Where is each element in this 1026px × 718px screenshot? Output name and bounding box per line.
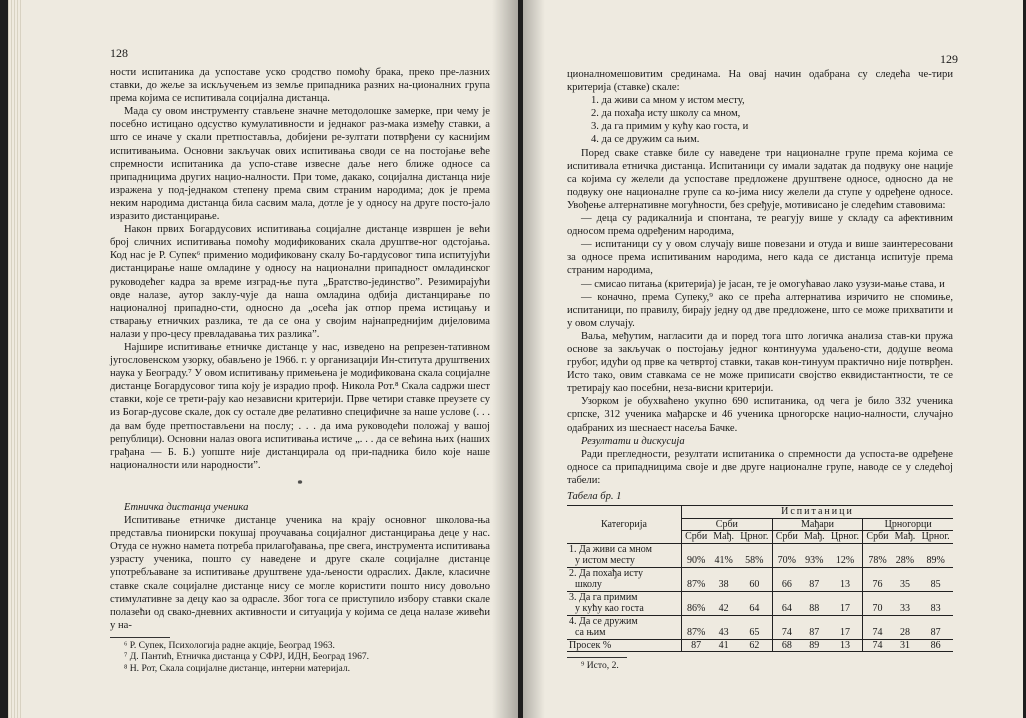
- table-cell: 87%: [682, 567, 711, 591]
- criteria-list: [567, 94, 953, 146]
- table-cell: 17: [839, 603, 850, 615]
- dash-item: — коначно, према Супеку,⁹ ако се прећа алтернатива изричито не спомиње, испитаници, по правилу, бирају једну од две предложене, што се може прихватити и у овом случају.: [567, 291, 953, 329]
- table-subheader: Црног.: [921, 531, 950, 543]
- table-row: [567, 615, 953, 627]
- table-cell: 64: [772, 591, 801, 615]
- table-cell: 87: [682, 639, 711, 652]
- table-subheader: Црног.: [830, 531, 860, 543]
- table-caption: Табела бр. 1: [567, 491, 622, 502]
- list-item: 1. да живи са мном у истом месту,: [591, 95, 745, 107]
- table-cell: 87: [930, 627, 941, 639]
- table-subheader: Црног.: [740, 531, 769, 543]
- paragraph: Испитивање етничке дистанце ученика на крају основног школова-ња представља пионирски покушај проучавања социјалног дистанцирања деце у нас. Отуда се нужно намета потреба прилагођавања, пре свега, инструмента испитивања узрасту ученика, пошто су наведене и друге скале социјалне дистанце употребљаване за испитивање друштвене уда-љености одраслих. Дакле, класичне ставке скале социјалне дистанце нису се могле користити пошто нису довољно стимулативне за децу као за одрасле. Због тога се приступило избору ставки скале полазећи од свако-дневних активности и ситуација у којима се деца налазе живећи у на-: [110, 515, 490, 631]
- table-cell: 78%: [863, 543, 892, 567]
- table-cell: 70: [863, 591, 892, 615]
- paragraph: Мада су овом инструменту стављене значне методолошке замерке, при чему је посебно истицано одсуство кумулативности и једнаког раз-мака између ставки, а што се иначе у скали претпоставља, добијени ре-зултати потврђени су каснијим испитивањима. Основни закључак ових испитивања своди се на постојање веће спремности испитаника да успо-ставе извесне даље него ближе односе са припадницима других нацио-налности. При томе, дакако, социјална дистанца није изражена у под-једнаком степену према свим страним народима; док је према неким народима дистанца била сасвим мала, дотле је у односу на друге посто-јало изразито дистанцирање.: [110, 106, 490, 223]
- right-page: [523, 0, 1023, 718]
- right-body: [567, 68, 953, 672]
- table-subheader: Мађ.: [803, 531, 825, 543]
- table-cell: 85: [930, 579, 941, 591]
- table-cell: 33: [899, 603, 910, 615]
- footnote-rule: [110, 637, 170, 638]
- table-subheader: Срби: [863, 531, 892, 544]
- table-row: [567, 567, 953, 579]
- list-item: 4. да се дружим са њим.: [591, 134, 700, 146]
- table-cell: 13: [839, 579, 850, 591]
- table-cell: 65: [749, 627, 760, 639]
- table-row-label: 2. Да похађа исту: [569, 567, 643, 579]
- table-cell: 66: [772, 567, 801, 591]
- table-cell: 89%: [926, 555, 945, 567]
- table-header-category: Категорија: [601, 518, 647, 530]
- table-cell: 41%: [714, 555, 733, 567]
- dash-item: — испитаници су у овом случају више повезани и отуда и више заинтересовани за односе према испитиваним народима, него када се дистанца испитује према страним народима,: [567, 239, 953, 277]
- paragraph: ционалномешовитим срединама. На овај начин одабрана су следећа че-тири критерија (ставке) скале:: [567, 69, 953, 94]
- section-heading: Етничка дистанца ученика: [124, 502, 249, 513]
- table-cell: 83: [930, 603, 941, 615]
- table-subheader: Срби: [682, 531, 711, 544]
- page-edges: [8, 0, 22, 718]
- table-cell: 87: [809, 627, 820, 639]
- table-cell: 89: [809, 639, 820, 651]
- table-cell: 68: [772, 639, 801, 652]
- table-group-header: Срби: [682, 518, 773, 531]
- table-header-main: Испитаници: [682, 506, 954, 519]
- paragraph: Поред сваке ставке биле су наведене три националне групе према којима се испитивала етничка дистанца. Испитаници су имали задатак да подвуку оне нације са којима су желели да успоставе предложене друштвене односе, односно да не подвуку оне националне групе са ко-јима нису желели да ступе у одређене односе. Увођење алтернативне могућности, без сређује, мотивисано је следећим ставовима:: [567, 147, 953, 211]
- section-heading: Резултати и дискусија: [581, 435, 685, 447]
- table-cell: 87%: [682, 615, 711, 639]
- table-row-label: Просек %: [569, 639, 612, 651]
- footnote-rule: [567, 657, 627, 658]
- table-cell: 13: [839, 639, 850, 651]
- table-cell: 64: [749, 603, 760, 615]
- table-cell: 43: [718, 627, 729, 639]
- table-subheader: Срби: [772, 531, 801, 544]
- table-row-label: школу: [575, 579, 602, 591]
- table-group-header: Црногорци: [863, 518, 953, 531]
- table-cell: 88: [809, 603, 820, 615]
- footnote: ⁸ Н. Рот, Скала социјалне дистанце, интерни материјал.: [124, 662, 351, 674]
- left-body: [110, 66, 490, 674]
- table-cell: 42: [718, 603, 729, 615]
- table-cell: 58%: [745, 555, 764, 567]
- table-cell: 74: [863, 639, 892, 652]
- table-cell: 41: [718, 639, 729, 651]
- table-row-label: са њим: [575, 627, 606, 639]
- table-row: [567, 543, 953, 555]
- table-cell: 28%: [895, 555, 915, 567]
- gutter-shadow: [523, 0, 545, 718]
- paragraph: Узорком је обухваћено укупно 690 испитаника, од чега је било 332 ученика српске, 312 ученика мађарске и 46 ученика црногорске нацио-налности, случајно одабраних из шеснаест насеља Бачке.: [567, 396, 953, 434]
- table-cell: 74: [772, 615, 801, 639]
- table-row: [567, 591, 953, 603]
- table-row-label: 1. Да живи са мном: [569, 543, 652, 555]
- table-cell: 90%: [682, 543, 711, 567]
- results-table: [567, 505, 953, 652]
- table-body: [567, 543, 953, 639]
- table-cell: 38: [718, 579, 729, 591]
- table-row-label: у кућу као госта: [575, 603, 644, 615]
- table-cell: 12%: [835, 555, 855, 567]
- page-number-right: 129: [940, 52, 958, 66]
- paragraph: Ваља, међутим, нагласити да и поред тога што логичка анализа став-ки пружа основе за закључак о постојању једног континуума удаљено-сти, додуше веома грубог, идући од прве ка четвртој ставки, такав кон-тинуум практично није потврђен. Исто тако, овим ставкама се не може приписати својство еквидистантности, те се третирају као посебни, неза-висни критерији.: [567, 330, 953, 395]
- paragraph: Најшире испитивање етничке дистанце у нас, изведено на репрезен-тативном југословенском узорку, обављено је 1966. г. у организацији Ин-ститута друштвених наука у Београду.⁷ У овом испитивању примењена је модификована скала социјалне дистанце Богардусовог типа коју је израдио проф. Никола Рот.⁸ Скала садржи шест ставки, које се трети-рају као независни критерији. Прве четири ставке преузете су из Богар-дусове скале, док су остале две релативно специфичне за наше услове (. . . да вам буде претпостављени на послу; . . . да има руководећи положај у вашој републици). Основни налаз овога испитивања истиче „. . . да се већина њих (наших грађана — Б. Б.) уопште није дистанцирала од при-падника било које наше националности или народности”.: [110, 341, 490, 471]
- table-subheader: Мађ.: [894, 531, 916, 543]
- table-subheader: Мађ.: [713, 531, 734, 543]
- table-cell: 62: [749, 639, 760, 651]
- footnote: ⁶ Р. Супек, Психологија радне акције, Београд 1963.: [124, 639, 335, 651]
- table-row-label: 3. Да га примим: [569, 591, 638, 603]
- table-cell: 86%: [682, 591, 711, 615]
- footnote: ⁹ Исто, 2.: [581, 660, 619, 672]
- list-item: 3. да га примим у кућу као госта, и: [591, 121, 749, 133]
- table-cell: 87: [809, 579, 820, 591]
- table-cell: 17: [839, 627, 850, 639]
- list-item: 2. да похађа исту школу са мном,: [591, 108, 741, 120]
- footnote: ⁷ Д. Пантић, Етничка дистанца у СФРЈ, ИДН, Београд 1967.: [124, 651, 370, 663]
- paragraph: Након првих Богардусових испитивања социјалне дистанце извршен је већи број сличних испитивања помоћу модификованих скала друштве-ног одстојања. Код нас је Р. Супек⁶ применио модификовану скалу Бо-гардусовог типа испитујући дистанцирање наше омладине у односу на национални припадност омладинског руководећег кадра за време изград-ње пута „Братство-јединство”. Резимирајући овде налазе, аутор заклу-чује да наша омладина одбија дистанцирање по националној припадно-сти, односно да „осећа јак отпор према истицању и стварању етничких разлика, те да се она у својим најнапреднијим дијеловима налази у про-цесу превладавања тих разлика”.: [110, 224, 490, 340]
- table-cell: 86: [930, 639, 941, 651]
- gutter-shadow: [492, 0, 518, 718]
- paragraph: ности испитаника да успоставе уско сродство помоћу брака, преко пре-лазних ставки, до жеље за искључењем из земље припадника разних на-ционалних група према којима се испитивала социјална дистанца.: [110, 67, 490, 105]
- table-cell: 60: [749, 579, 760, 591]
- table-group-header: Мађари: [772, 518, 863, 531]
- table-cell: 76: [863, 567, 892, 591]
- page-number-left: 128: [110, 46, 128, 60]
- table-cell: 74: [863, 615, 892, 639]
- table-row-label: у истом месту: [575, 555, 635, 567]
- dash-item: — смисао питања (критерија) је јасан, те је омогућавао лако узузи-мање става, и: [581, 278, 945, 290]
- left-page: [8, 0, 518, 718]
- section-separator: *: [297, 478, 303, 490]
- table-cell: 28: [899, 627, 910, 639]
- dash-item: — деца су радикалнија и спонтана, те реагују више у складу са афективним односом према одређеним народима,: [567, 213, 953, 238]
- paragraph: Ради прегледности, резултати испитаника о спремности да успоста-ве одређене односе са припадницима своје и две друге националне групе, наводе се у следећој табели:: [567, 448, 953, 486]
- table-cell: 70%: [772, 543, 801, 567]
- table-cell: 31: [899, 639, 910, 651]
- table-cell: 93%: [805, 555, 824, 567]
- table-cell: 35: [899, 579, 910, 591]
- table-row: [567, 639, 953, 652]
- table-row-label: 4. Да се дружим: [569, 615, 638, 627]
